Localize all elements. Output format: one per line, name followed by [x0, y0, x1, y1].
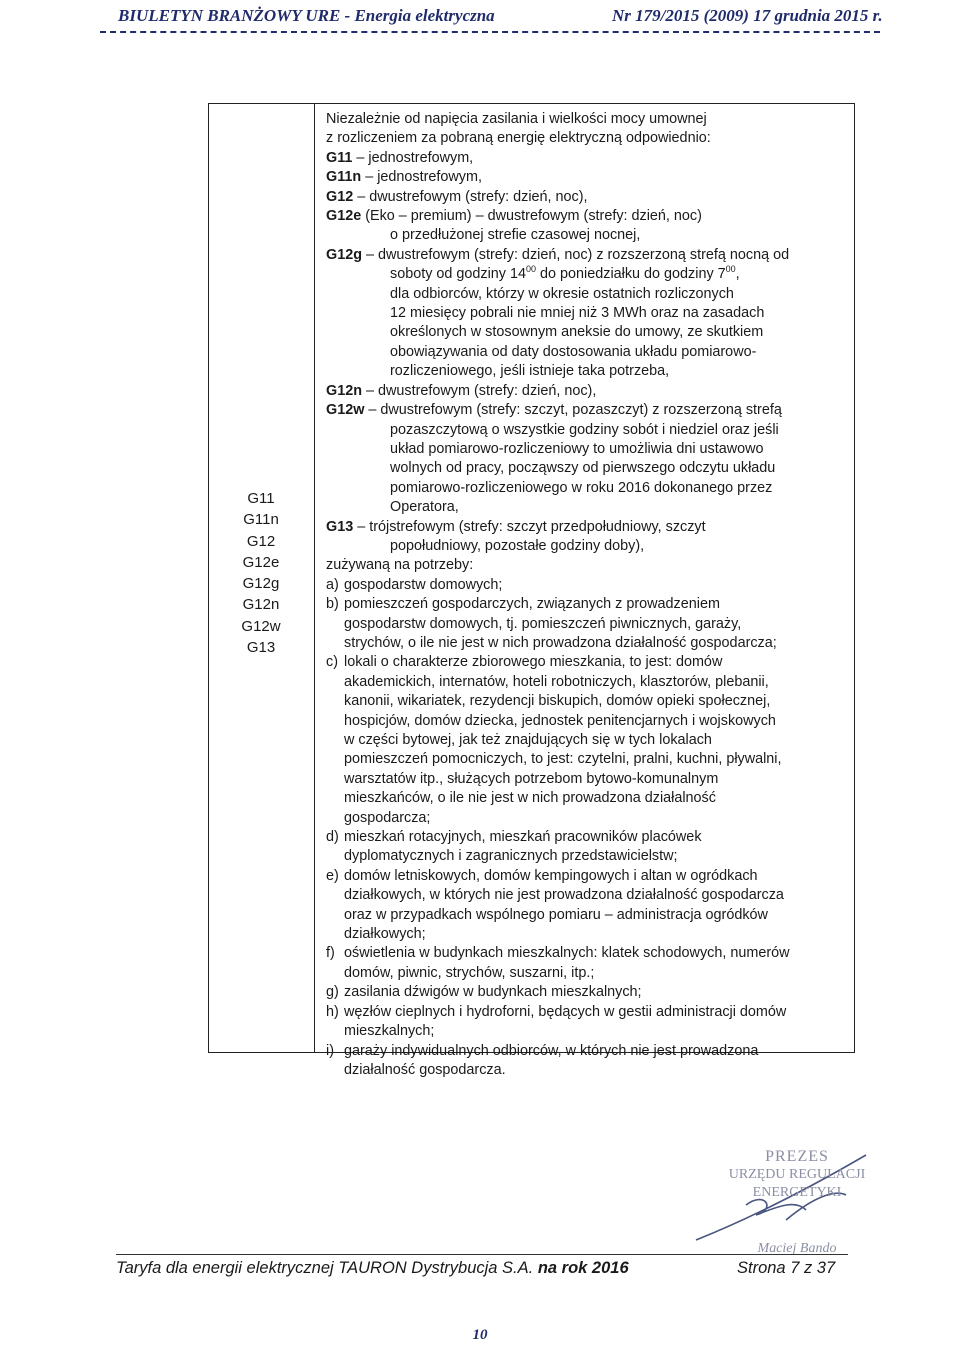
usage-item-line: [326, 692, 852, 711]
usage-item-line: [326, 925, 852, 944]
tariff-code: G12: [326, 188, 354, 205]
usage-item-line: [326, 847, 852, 866]
tariff-g12w-cont: pomiarowo-rozliczeniowego w roku 2016 dokonanego przez: [390, 479, 773, 496]
usage-item-line: [326, 809, 852, 828]
usage-item-letter: f): [326, 945, 335, 962]
tariff-code: G12n: [326, 382, 362, 399]
usage-item-letter: [326, 692, 344, 711]
tariff-g12g-cont: rozliczeniowego, jeśli istnieje taka potrzeba,: [390, 363, 670, 380]
group-code: G12n: [242, 596, 280, 614]
usage-item-line: [326, 944, 852, 963]
usage-item-letter: [326, 770, 344, 789]
usage-item-line: [326, 576, 852, 595]
usage-item-line: [326, 634, 852, 653]
bulletin-title: BIULETYN BRANŻOWY URE - Energia elektryczna: [118, 6, 495, 25]
usage-item-text: garaży indywidualnych odbiorców, w których nie jest prowadzona: [344, 1042, 759, 1059]
usage-item-text: w części bytowej, jak też znajdujących się w tych lokalach: [344, 732, 712, 748]
footer-page-indicator: Strona 7 z 37: [737, 1259, 836, 1277]
tariff-g12w-cont: wolnych od pracy, począwszy od pierwszego odczytu układu: [390, 460, 776, 477]
usage-item-line: [326, 1022, 852, 1041]
usage-item-letter: [326, 809, 344, 828]
usage-item-letter: c): [326, 654, 338, 671]
usage-item-text: zasilania dźwigów w budynkach mieszkalnych;: [344, 984, 642, 1001]
usage-item-line: [326, 673, 852, 692]
usage-item-text: strychów, o ile nie jest w nich prowadzona działalność gospodarcza;: [344, 634, 777, 651]
tariff-g12w: G12w – dwustrefowym (strefy: szczyt, pozaszczyt) z rozszerzoną strefą: [326, 402, 782, 419]
tariff-code: G12g: [326, 246, 362, 263]
tariff-g12e-cont: o przedłużonej strefie czasowej nocnej,: [390, 227, 641, 244]
tariff-code: G12e: [326, 208, 362, 225]
stamp-name: Maciej Bando: [757, 1241, 837, 1256]
usage-item-letter: [326, 964, 344, 983]
intro-line: z rozliczeniem za pobraną energię elektryczną odpowiednio:: [326, 130, 711, 147]
usage-item-line: [326, 595, 852, 614]
usage-item-text: gospodarstw domowych;: [344, 576, 503, 593]
stamp-title: PREZES: [765, 1148, 829, 1165]
group-code: G12w: [241, 617, 281, 635]
usage-item-letter: [326, 789, 344, 808]
tariff-groups-column: [208, 488, 314, 658]
tariff-g12e: G12e (Eko – premium) – dwustrefowym (strefy: dzień, noc): [326, 208, 702, 225]
usage-item-text: mieszkań rotacyjnych, mieszkań pracowników placówek: [344, 829, 702, 846]
usage-item-line: [326, 1042, 852, 1061]
usage-item-text: hospicjów, domów dziecka, jednostek penitencjarnych i wojskowych: [344, 712, 776, 729]
usage-item-text: działkowych;: [344, 926, 426, 943]
tariff-g12n: G12n – dwustrefowym (strefy: dzień, noc),: [326, 382, 597, 399]
tariff-code: G11: [326, 149, 353, 166]
usage-item-text: lokali o charakterze zbiorowego mieszkania, to jest: domów: [344, 654, 723, 671]
usage-item-line: [326, 964, 852, 983]
group-code: G12g: [242, 575, 280, 593]
usage-item-text: działkowych, w których nie jest prowadzona działalność gospodarcza: [344, 887, 784, 904]
usage-item-line: [326, 886, 852, 905]
usage-item-line: [326, 1061, 852, 1080]
usage-item-letter: [326, 886, 344, 905]
usage-item-letter: h): [326, 1003, 339, 1020]
group-code: G12e: [242, 553, 280, 571]
usage-intro: zużywaną na potrzeby:: [326, 557, 474, 574]
usage-item-letter: i): [326, 1042, 334, 1059]
usage-item-text: domów letniskowych, domów kempingowych i altan w ogródkach: [344, 867, 758, 884]
usage-item-letter: [326, 634, 344, 653]
usage-item-line: [326, 906, 852, 925]
group-code: G11: [247, 490, 275, 507]
usage-item-text: kanonii, wikariatek, rezydencji biskupich, domów opieki społecznej,: [344, 693, 771, 710]
tariff-code: G12w: [326, 402, 365, 419]
tariff-g12g-cont: obowiązywania od daty dostosowania układu pomiarowo-: [390, 343, 757, 360]
usage-item-text: gospodarcza;: [344, 809, 431, 826]
usage-item-text: dyplomatycznych i zagranicznych przedstawicielstw;: [344, 848, 678, 865]
tariff-g12g-cont: 12 miesięcy pobrali nie mniej niż 3 MWh oraz na zasadach: [390, 305, 765, 322]
usage-item-line: [326, 731, 852, 750]
tariff-g12w-cont: Operatora,: [390, 499, 459, 516]
usage-item-text: działalność gospodarcza.: [344, 1061, 506, 1078]
usage-item-text: gospodarstw domowych, tj. pomieszczeń piwnicznych, garaży,: [344, 615, 742, 632]
usage-item-line: [326, 750, 852, 769]
usage-item-letter: a): [326, 576, 339, 593]
usage-item-letter: [326, 1022, 344, 1041]
tariff-g12: G12 – dwustrefowym (strefy: dzień, noc),: [326, 188, 588, 205]
footer-rule: [116, 1254, 848, 1255]
bulletin-issue: Nr 179/2015 (2009) 17 grudnia 2015 r.: [612, 6, 883, 25]
usage-item-letter: e): [326, 867, 339, 884]
tariff-g12g-cont: określonych w stosownym aneksie do umowy, ze skutkiem: [390, 324, 764, 341]
usage-item-letter: [326, 615, 344, 634]
group-code: G11n: [243, 511, 279, 529]
stamp-office: URZĘDU REGULACJI ENERGETYKI: [728, 1167, 866, 1200]
usage-item-letter: d): [326, 829, 339, 846]
usage-item-line: [326, 653, 852, 672]
footer-document-title: Taryfa dla energii elektrycznej TAURON Dystrybucja S.A. na rok 2016: [116, 1259, 629, 1277]
usage-item-letter: [326, 673, 344, 692]
usage-item-letter: [326, 712, 344, 731]
usage-item-letter: b): [326, 596, 339, 613]
tariff-g12g: G12g – dwustrefowym (strefy: dzień, noc) z rozszerzoną strefą nocną od: [326, 246, 790, 263]
usage-item-letter: [326, 1061, 344, 1080]
usage-item-line: [326, 770, 852, 789]
usage-item-text: warsztatów itp., służących potrzebom bytowo-komunalnym: [344, 770, 719, 787]
usage-item-letter: [326, 847, 344, 866]
group-code: G13: [246, 639, 276, 657]
group-code: G12: [246, 532, 276, 550]
usage-item-text: mieszkańców, o ile nie jest w nich prowadzona działalność: [344, 790, 716, 807]
usage-item-text: pomieszczeń pomocniczych, to jest: czytelni, pralni, kuchni, pływalni,: [344, 751, 782, 768]
tariff-g13-cont: popołudniowy, pozostałe godziny doby),: [390, 537, 645, 554]
usage-item-letter: [326, 906, 344, 925]
usage-item-text: pomieszczeń gospodarczych, związanych z prowadzeniem: [344, 596, 720, 613]
usage-item-text: węzłów cieplnych i hydroforni, będących w gestii administracji domów: [344, 1003, 787, 1020]
usage-item-letter: [326, 731, 344, 750]
usage-item-text: akademickich, internatów, hoteli robotniczych, klasztorów, plebanii,: [344, 673, 769, 690]
tariff-g11n: G11n – jednostrefowym,: [326, 169, 482, 186]
tariff-g11: G11 – jednostrefowym,: [326, 149, 474, 166]
usage-item-text: mieszkalnych;: [344, 1023, 435, 1040]
intro-line: Niezależnie od napięcia zasilania i wielkości mocy umownej: [326, 111, 707, 127]
usage-item-line: [326, 712, 852, 731]
usage-item-text: domów, piwnic, strychów, suszarni, itp.;: [344, 964, 595, 981]
header-rule: [100, 31, 880, 33]
tariff-code: G13: [326, 518, 354, 535]
tariff-g12g-cont: soboty od godziny $14^{00}$ do poniedziałku do godziny $7^{00}$,: [390, 264, 740, 283]
official-stamp: [702, 1148, 892, 1258]
tariff-g12w-cont: układ pomiarowo-rozliczeniowy to umożliwia dni ustawowo: [390, 440, 764, 457]
usage-item-letter: [326, 750, 344, 769]
tariff-code: G11n: [326, 169, 362, 186]
usage-item-text: oraz w przypadkach wspólnego pomiaru – administracja ogródków: [344, 906, 768, 923]
usage-item-letter: g): [326, 984, 339, 1001]
usage-item-line: [326, 615, 852, 634]
tariff-g12w-cont: pozaszczytową o wszystkie godziny sobót i niedziel oraz jeśli: [390, 421, 779, 438]
usage-item-line: [326, 867, 852, 886]
usage-list: [326, 576, 852, 1081]
usage-item-letter: [326, 925, 344, 944]
usage-item-line: [326, 983, 852, 1002]
usage-item-text: oświetlenia w budynkach mieszkalnych: klatek schodowych, numerów: [344, 945, 790, 962]
usage-item-line: [326, 828, 852, 847]
tariff-g13: G13 – trójstrefowym (strefy: szczyt przedpołudniowy, szczyt: [326, 518, 706, 535]
page-number: 10: [472, 1327, 488, 1343]
tariff-g12g-cont: dla odbiorców, którzy w okresie ostatnich rozliczonych: [390, 285, 734, 302]
usage-item-line: [326, 1003, 852, 1022]
tariff-description: [326, 110, 852, 1080]
table-column-divider: [314, 103, 315, 1053]
usage-item-line: [326, 789, 852, 808]
